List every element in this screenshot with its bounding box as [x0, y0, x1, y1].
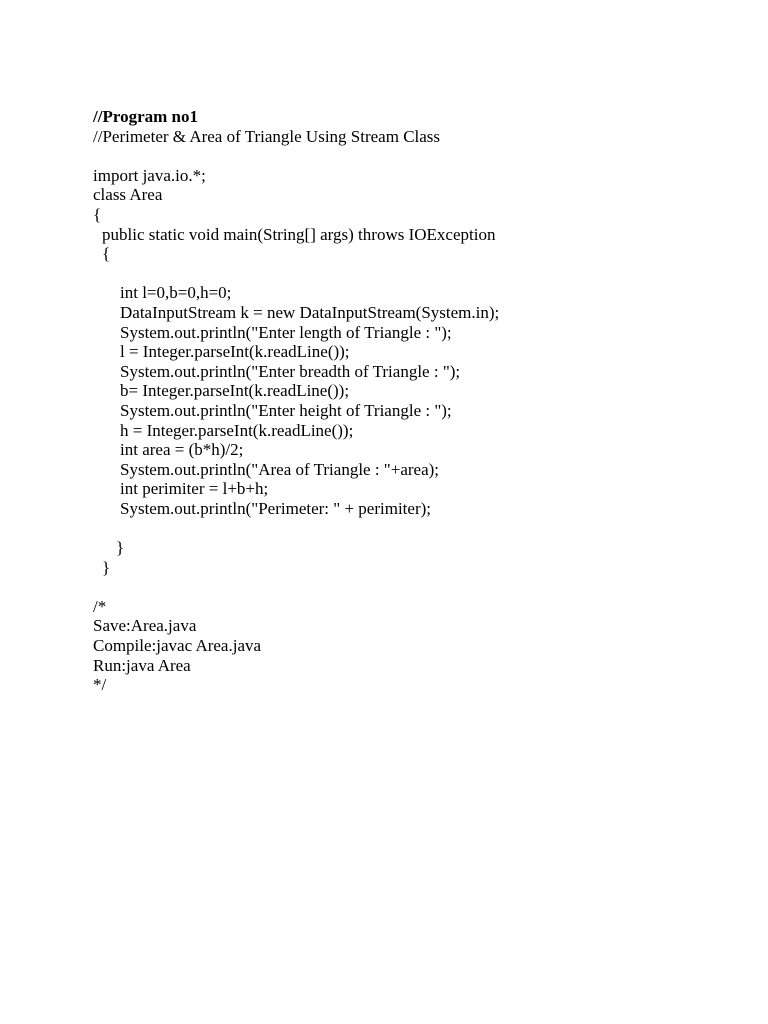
code-line: DataInputStream k = new DataInputStream(System.in);	[120, 302, 500, 322]
comment-line: /*	[93, 596, 107, 616]
code-line: {	[93, 204, 102, 224]
code-line: int l=0,b=0,h=0;	[120, 283, 232, 303]
code-line: class Area	[93, 185, 163, 205]
code-line: int perimiter = l+b+h;	[120, 479, 269, 499]
code-line-blank	[93, 518, 713, 538]
comment-line: Compile:javac Area.java	[93, 636, 262, 656]
code-line: l = Integer.parseInt(k.readLine());	[120, 342, 350, 362]
comment-line: Run:java Area	[93, 655, 191, 675]
code-line: System.out.println("Enter breadth of Triangle : ");	[120, 361, 461, 381]
code-line: {	[102, 244, 111, 264]
code-line: System.out.println("Area of Triangle : "+area);	[120, 459, 440, 479]
blank-line	[93, 577, 713, 597]
code-line-blank	[93, 264, 713, 284]
comment-line: */	[93, 675, 107, 695]
code-line: int area = (b*h)/2;	[120, 440, 244, 460]
comment-line: Save:Area.java	[93, 616, 197, 636]
code-line: }	[102, 557, 111, 577]
code-line: import java.io.*;	[93, 165, 206, 185]
code-block	[93, 166, 713, 577]
program-title: //Program no1	[93, 107, 198, 126]
code-line: public static void main(String[] args) throws IOException	[102, 224, 496, 244]
code-line: h = Integer.parseInt(k.readLine());	[120, 420, 354, 440]
code-line: System.out.println("Perimeter: " + perimiter);	[120, 498, 431, 518]
code-line: }	[116, 538, 125, 558]
footer-comment	[93, 597, 713, 695]
code-line: b= Integer.parseInt(k.readLine());	[120, 381, 350, 401]
document-body	[93, 107, 713, 695]
code-line: System.out.println("Enter length of Triangle : ");	[120, 322, 452, 342]
program-subtitle: //Perimeter & Area of Triangle Using Stream Class	[93, 126, 441, 146]
blank-line	[93, 146, 713, 166]
code-line: System.out.println("Enter height of Triangle : ");	[120, 400, 452, 420]
